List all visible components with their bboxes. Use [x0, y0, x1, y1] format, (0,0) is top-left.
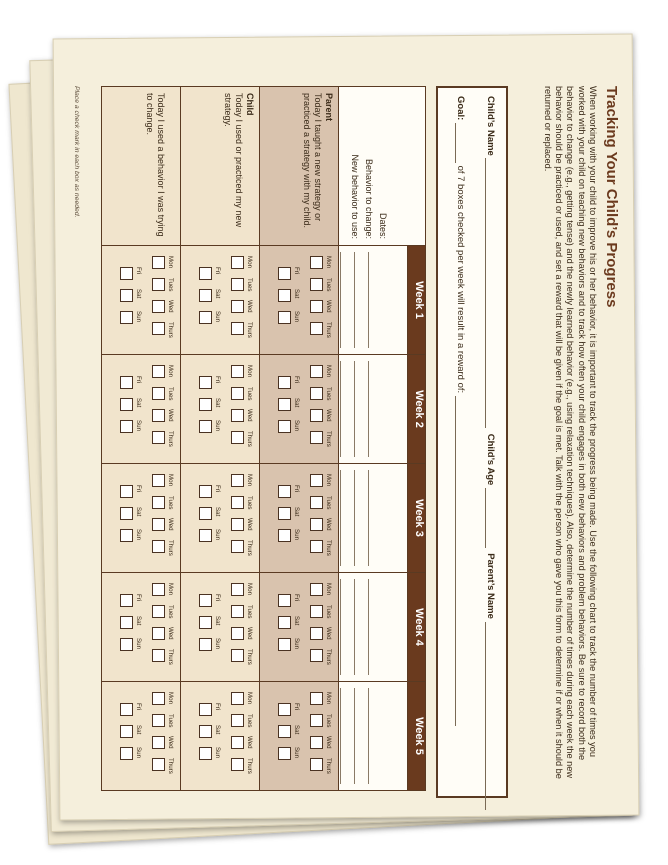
day-label: Thurs — [246, 431, 253, 447]
week-header: Week 5 — [408, 682, 426, 791]
day-checkbox[interactable] — [310, 649, 323, 662]
day-checkbox[interactable] — [278, 398, 291, 411]
checkbox-group — [181, 573, 260, 682]
week-info-cell[interactable] — [339, 355, 408, 464]
day-checkbox[interactable] — [310, 365, 323, 378]
day-label: Wed — [325, 409, 332, 422]
day-label: Sat — [135, 507, 142, 517]
day-checkbox[interactable] — [152, 474, 165, 487]
day-checkbox[interactable] — [310, 583, 323, 596]
day-label: Thurs — [167, 322, 174, 338]
child-age-label: Child’s Age — [485, 433, 496, 486]
checkbox-group — [102, 246, 181, 355]
checkbox-group — [181, 682, 260, 791]
day-label: Sat — [214, 398, 221, 408]
day-label: Sun — [293, 311, 300, 323]
day-checkbox[interactable] — [278, 529, 291, 542]
day-checkbox[interactable] — [199, 420, 212, 433]
day-label: Sat — [135, 616, 142, 626]
week-header: Week 3 — [408, 464, 426, 573]
fill-in-line[interactable] — [340, 470, 341, 566]
day-checkbox[interactable] — [310, 496, 323, 509]
day-checkbox[interactable] — [231, 496, 244, 509]
week-info-cell[interactable] — [339, 246, 408, 355]
day-label: Sun — [214, 638, 221, 650]
day-checkbox[interactable] — [152, 365, 165, 378]
day-label: Wed — [325, 300, 332, 313]
goal-label: Goal: — [455, 96, 466, 121]
day-label: Mon — [246, 365, 253, 378]
day-label: Mon — [325, 474, 332, 487]
day-label: Sun — [135, 747, 142, 759]
day-checkbox[interactable] — [199, 376, 212, 389]
checkbox-group — [181, 355, 260, 464]
day-checkbox[interactable] — [310, 256, 323, 269]
day-checkbox[interactable] — [199, 311, 212, 324]
day-label: Sat — [293, 616, 300, 626]
day-checkbox[interactable] — [199, 529, 212, 542]
day-label: Wed — [246, 736, 253, 749]
week-header: Week 1 — [408, 246, 426, 355]
day-checkbox[interactable] — [278, 703, 291, 716]
day-label: Mon — [246, 692, 253, 705]
day-checkbox[interactable] — [278, 289, 291, 302]
day-label: Thurs — [325, 649, 332, 665]
day-label: Sat — [293, 725, 300, 735]
day-label: Fri — [293, 267, 300, 275]
dates-label: Dates: — [378, 212, 388, 239]
checkbox-group — [260, 573, 339, 682]
week-info-cell[interactable] — [339, 682, 408, 791]
day-checkbox[interactable] — [152, 583, 165, 596]
day-checkbox[interactable] — [310, 692, 323, 705]
day-label: Sun — [135, 311, 142, 323]
fill-in-line[interactable] — [368, 252, 369, 348]
day-checkbox[interactable] — [310, 278, 323, 291]
day-checkbox[interactable] — [231, 278, 244, 291]
worksheet-page — [60, 60, 620, 830]
day-checkbox[interactable] — [199, 594, 212, 607]
day-label: Wed — [246, 518, 253, 531]
day-checkbox[interactable] — [278, 485, 291, 498]
day-checkbox[interactable] — [152, 758, 165, 771]
day-label: Thurs — [167, 758, 174, 774]
day-checkbox[interactable] — [278, 507, 291, 520]
day-label: Wed — [246, 409, 253, 422]
day-checkbox[interactable] — [310, 758, 323, 771]
day-label: Sun — [214, 311, 221, 323]
behavior-to-change-label: Behavior to change: — [364, 158, 374, 239]
day-label: Sun — [214, 420, 221, 432]
day-checkbox[interactable] — [231, 409, 244, 422]
footnote: Place a check mark in each box as needed. — [73, 86, 80, 218]
row-title: Parent — [324, 93, 334, 122]
day-label: Tues — [325, 387, 332, 401]
day-label: Tues — [325, 496, 332, 510]
day-checkbox[interactable] — [310, 387, 323, 400]
day-checkbox[interactable] — [152, 387, 165, 400]
day-checkbox[interactable] — [231, 583, 244, 596]
fill-in-line[interactable] — [340, 361, 341, 457]
day-checkbox[interactable] — [152, 627, 165, 640]
day-label: Fri — [214, 594, 221, 602]
day-label: Thurs — [246, 649, 253, 665]
day-checkbox[interactable] — [310, 409, 323, 422]
checkbox-group — [260, 682, 339, 791]
day-label: Mon — [167, 256, 174, 269]
child-age-field[interactable] — [485, 488, 495, 548]
day-checkbox[interactable] — [152, 540, 165, 553]
day-label: Tues — [325, 714, 332, 728]
child-name-label: Child’s Name — [485, 96, 496, 156]
day-checkbox[interactable] — [278, 725, 291, 738]
day-checkbox[interactable] — [152, 256, 165, 269]
fill-in-line[interactable] — [368, 579, 369, 675]
day-label: Thurs — [167, 540, 174, 556]
day-label: Thurs — [167, 649, 174, 665]
row-label-parent — [260, 87, 339, 246]
fill-in-line[interactable] — [368, 470, 369, 566]
day-label: Sat — [214, 507, 221, 517]
fill-in-line[interactable] — [368, 688, 369, 784]
day-label: Sat — [293, 398, 300, 408]
checkbox-group — [102, 573, 181, 682]
day-label: Wed — [167, 300, 174, 313]
goal-row — [455, 96, 466, 726]
day-label: Sat — [135, 289, 142, 299]
day-checkbox[interactable] — [152, 736, 165, 749]
day-checkbox[interactable] — [152, 409, 165, 422]
fill-in-line[interactable] — [340, 252, 341, 348]
row-label-behavior — [102, 87, 181, 246]
checkbox-group — [102, 682, 181, 791]
day-label: Sat — [214, 725, 221, 735]
day-label: Tues — [246, 278, 253, 292]
intro-paragraph: When working with your child to improve his or her behavior, it is important to track the progress being made. Use the following chart to track the number of times you worked with your child on teaching new behaviors and to track how often your child engages in both new behaviors and problem behaviors. Be sure to record both the behavior to change (e.g., getting tense) and the newly learned behavior (e.g., using relaxation techniques). Also, determine the number of times during each week the new behavior should be practiced or used, and set a reward that will be given if the goal is met. Talk with the person who gave you this form to determine if or when it should be returned or replaced. — [542, 86, 598, 779]
day-checkbox[interactable] — [231, 387, 244, 400]
day-checkbox[interactable] — [310, 431, 323, 444]
day-label: Sun — [214, 529, 221, 541]
day-checkbox[interactable] — [120, 311, 133, 324]
header-label-cell — [339, 87, 426, 246]
fill-in-line[interactable] — [340, 688, 341, 784]
day-checkbox[interactable] — [231, 649, 244, 662]
day-label: Fri — [214, 376, 221, 384]
day-label: Sun — [293, 747, 300, 759]
day-checkbox[interactable] — [278, 747, 291, 760]
day-label: Sat — [135, 398, 142, 408]
day-checkbox[interactable] — [278, 616, 291, 629]
day-label: Thurs — [325, 540, 332, 556]
day-label: Fri — [135, 594, 142, 602]
day-checkbox[interactable] — [231, 256, 244, 269]
day-label: Tues — [246, 496, 253, 510]
day-label: Sun — [293, 529, 300, 541]
day-checkbox[interactable] — [310, 627, 323, 640]
day-checkbox[interactable] — [120, 703, 133, 716]
row-text: Today I taught a new strategy or practiced a strategy with my child. — [302, 93, 323, 229]
day-checkbox[interactable] — [310, 605, 323, 618]
row-title: Child — [245, 93, 255, 116]
day-checkbox[interactable] — [231, 365, 244, 378]
day-checkbox[interactable] — [120, 638, 133, 651]
day-label: Sun — [293, 420, 300, 432]
day-checkbox[interactable] — [199, 398, 212, 411]
day-checkbox[interactable] — [310, 714, 323, 727]
day-label: Wed — [246, 300, 253, 313]
day-label: Wed — [246, 627, 253, 640]
day-label: Mon — [167, 692, 174, 705]
day-label: Tues — [167, 605, 174, 619]
day-checkbox[interactable] — [231, 736, 244, 749]
day-checkbox[interactable] — [152, 714, 165, 727]
day-label: Sat — [135, 725, 142, 735]
day-checkbox[interactable] — [199, 703, 212, 716]
day-checkbox[interactable] — [152, 496, 165, 509]
fill-in-line[interactable] — [354, 361, 355, 457]
day-label: Mon — [246, 256, 253, 269]
day-checkbox[interactable] — [120, 420, 133, 433]
day-label: Sun — [214, 747, 221, 759]
day-label: Fri — [293, 376, 300, 384]
day-label: Wed — [325, 736, 332, 749]
day-label: Thurs — [325, 758, 332, 774]
week-info-cell[interactable] — [339, 464, 408, 573]
day-label: Mon — [167, 583, 174, 596]
day-label: Thurs — [246, 540, 253, 556]
day-checkbox[interactable] — [199, 616, 212, 629]
day-checkbox[interactable] — [231, 714, 244, 727]
day-label: Tues — [167, 278, 174, 292]
checkbox-group — [260, 464, 339, 573]
day-checkbox[interactable] — [199, 289, 212, 302]
day-label: Wed — [325, 627, 332, 640]
day-label: Sun — [135, 529, 142, 541]
day-label: Wed — [325, 518, 332, 531]
day-label: Fri — [135, 376, 142, 384]
fill-in-line[interactable] — [354, 688, 355, 784]
info-box — [436, 86, 508, 798]
day-checkbox[interactable] — [231, 627, 244, 640]
day-label: Wed — [167, 409, 174, 422]
day-label: Wed — [167, 518, 174, 531]
day-label: Fri — [214, 267, 221, 275]
day-label: Sat — [214, 289, 221, 299]
day-checkbox[interactable] — [120, 398, 133, 411]
day-checkbox[interactable] — [120, 616, 133, 629]
day-label: Mon — [167, 365, 174, 378]
day-label: Thurs — [246, 758, 253, 774]
day-checkbox[interactable] — [231, 692, 244, 705]
day-label: Fri — [135, 703, 142, 711]
day-checkbox[interactable] — [231, 758, 244, 771]
day-label: Thurs — [325, 431, 332, 447]
day-label: Mon — [325, 365, 332, 378]
checkbox-group — [181, 246, 260, 355]
day-checkbox[interactable] — [120, 725, 133, 738]
row-label-child — [181, 87, 260, 246]
day-checkbox[interactable] — [278, 311, 291, 324]
fill-in-line[interactable] — [340, 579, 341, 675]
day-checkbox[interactable] — [231, 518, 244, 531]
week-header: Week 4 — [408, 573, 426, 682]
day-checkbox[interactable] — [120, 594, 133, 607]
goal-count-field[interactable] — [455, 123, 465, 163]
day-checkbox[interactable] — [120, 747, 133, 760]
day-label: Fri — [135, 267, 142, 275]
fill-in-line[interactable] — [368, 361, 369, 457]
day-checkbox[interactable] — [152, 300, 165, 313]
day-label: Mon — [325, 256, 332, 269]
day-checkbox[interactable] — [120, 267, 133, 280]
day-label: Mon — [246, 474, 253, 487]
day-label: Tues — [246, 714, 253, 728]
new-behavior-label: New behavior to use: — [350, 154, 360, 239]
day-checkbox[interactable] — [199, 638, 212, 651]
day-label: Sat — [293, 507, 300, 517]
day-label: Sun — [293, 638, 300, 650]
day-checkbox[interactable] — [199, 747, 212, 760]
day-checkbox[interactable] — [310, 518, 323, 531]
day-label: Mon — [246, 583, 253, 596]
fill-in-line[interactable] — [354, 252, 355, 348]
checkbox-group — [260, 355, 339, 464]
checkbox-group — [102, 464, 181, 573]
day-label: Fri — [135, 485, 142, 493]
fill-in-line[interactable] — [354, 470, 355, 566]
day-checkbox[interactable] — [120, 376, 133, 389]
parent-name-field[interactable] — [485, 622, 495, 810]
day-checkbox[interactable] — [152, 649, 165, 662]
day-checkbox[interactable] — [199, 267, 212, 280]
reward-field[interactable] — [455, 396, 465, 726]
day-checkbox[interactable] — [231, 431, 244, 444]
day-checkbox[interactable] — [310, 540, 323, 553]
checkbox-group — [260, 246, 339, 355]
day-label: Fri — [293, 485, 300, 493]
day-checkbox[interactable] — [199, 485, 212, 498]
day-checkbox[interactable] — [231, 540, 244, 553]
day-checkbox[interactable] — [152, 692, 165, 705]
day-checkbox[interactable] — [231, 474, 244, 487]
week-info-cell[interactable] — [339, 573, 408, 682]
day-checkbox[interactable] — [278, 420, 291, 433]
checkbox-group — [181, 464, 260, 573]
day-checkbox[interactable] — [120, 507, 133, 520]
day-checkbox[interactable] — [152, 278, 165, 291]
day-label: Sat — [293, 289, 300, 299]
day-checkbox[interactable] — [231, 300, 244, 313]
day-checkbox[interactable] — [120, 289, 133, 302]
day-label: Thurs — [325, 322, 332, 338]
child-name-field[interactable] — [485, 158, 495, 428]
day-label: Sun — [135, 638, 142, 650]
day-checkbox[interactable] — [278, 638, 291, 651]
day-label: Tues — [325, 278, 332, 292]
day-checkbox[interactable] — [120, 485, 133, 498]
day-checkbox[interactable] — [152, 518, 165, 531]
checkbox-group — [102, 355, 181, 464]
day-label: Sun — [135, 420, 142, 432]
row-text: Today I used a behavior I was trying to change. — [145, 93, 166, 237]
fill-in-line[interactable] — [354, 579, 355, 675]
day-label: Tues — [167, 496, 174, 510]
day-label: Thurs — [246, 322, 253, 338]
day-label: Fri — [293, 594, 300, 602]
day-label: Tues — [325, 605, 332, 619]
day-checkbox[interactable] — [310, 300, 323, 313]
day-checkbox[interactable] — [231, 322, 244, 335]
row-text: Today I used or practiced my new strategy. — [223, 93, 244, 228]
tracking-chart — [101, 86, 426, 791]
day-label: Mon — [325, 692, 332, 705]
day-checkbox[interactable] — [199, 725, 212, 738]
page-title: Tracking Your Child’s Progress — [603, 86, 620, 308]
day-checkbox[interactable] — [152, 431, 165, 444]
day-label: Fri — [214, 703, 221, 711]
day-checkbox[interactable] — [199, 507, 212, 520]
day-checkbox[interactable] — [278, 267, 291, 280]
day-checkbox[interactable] — [310, 736, 323, 749]
day-label: Tues — [167, 714, 174, 728]
parent-name-label: Parent’s Name — [485, 553, 496, 619]
name-row — [485, 96, 496, 810]
day-checkbox[interactable] — [152, 605, 165, 618]
day-label: Mon — [167, 474, 174, 487]
day-checkbox[interactable] — [310, 474, 323, 487]
day-label: Tues — [246, 605, 253, 619]
day-checkbox[interactable] — [310, 322, 323, 335]
week-header: Week 2 — [408, 355, 426, 464]
day-checkbox[interactable] — [120, 529, 133, 542]
day-checkbox[interactable] — [278, 594, 291, 607]
day-checkbox[interactable] — [231, 605, 244, 618]
day-checkbox[interactable] — [152, 322, 165, 335]
day-label: Sat — [214, 616, 221, 626]
day-checkbox[interactable] — [278, 376, 291, 389]
day-label: Mon — [325, 583, 332, 596]
goal-text: of 7 boxes checked per week will result in a reward of: — [455, 165, 466, 394]
day-label: Tues — [167, 387, 174, 401]
day-label: Wed — [167, 627, 174, 640]
day-label: Tues — [246, 387, 253, 401]
day-label: Fri — [214, 485, 221, 493]
day-label: Wed — [167, 736, 174, 749]
day-label: Thurs — [167, 431, 174, 447]
day-label: Fri — [293, 703, 300, 711]
